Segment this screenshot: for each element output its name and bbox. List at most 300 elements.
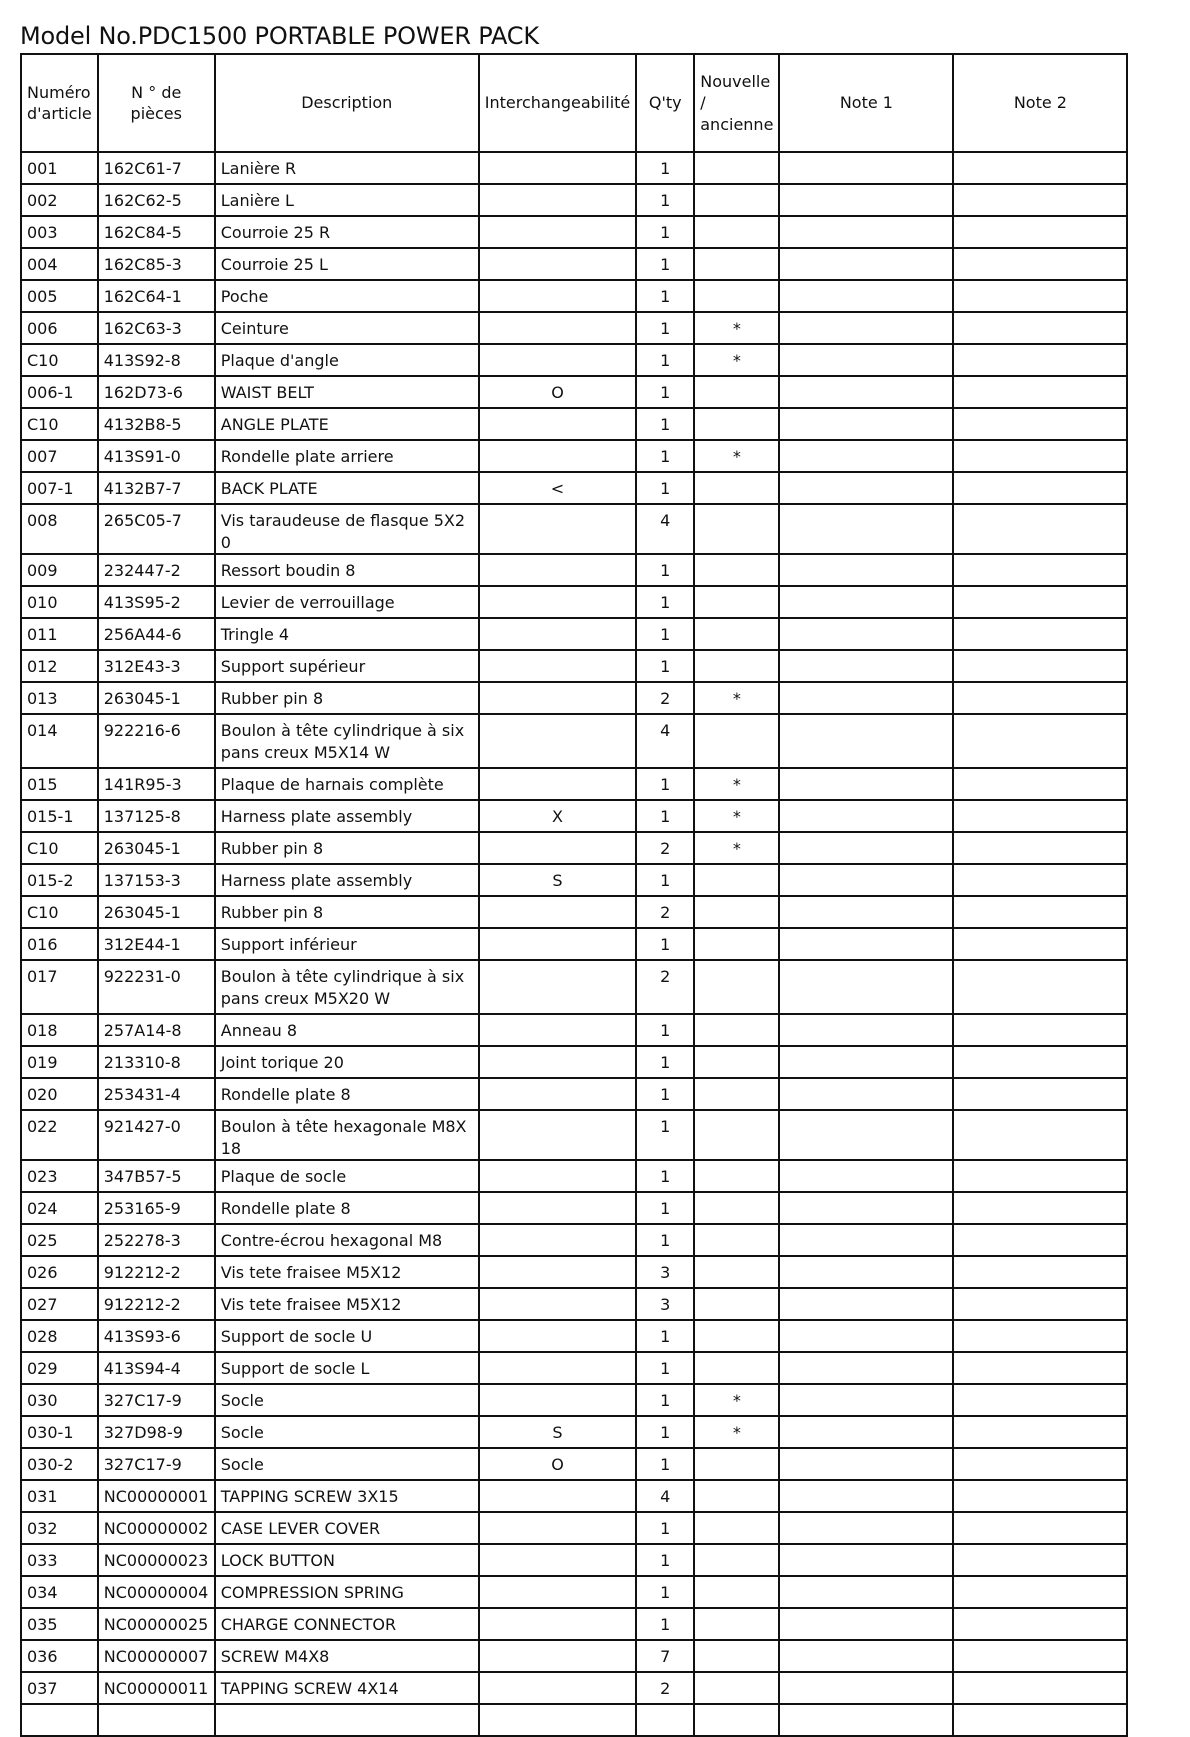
table-row (21, 216, 1127, 248)
table-row (21, 832, 1127, 864)
item-no-cell: C10 (21, 896, 98, 928)
qty-cell: 2 (636, 896, 694, 928)
description-cell: Levier de verrouillage (215, 586, 479, 618)
note-1-cell (779, 960, 953, 1014)
description-cell: Support inférieur (215, 928, 479, 960)
item-no-cell: 015 (21, 768, 98, 800)
qty-cell: 3 (636, 1256, 694, 1288)
item-no-cell: C10 (21, 344, 98, 376)
item-no-cell: 031 (21, 1480, 98, 1512)
table-row (21, 1416, 1127, 1448)
part-no-cell: 912212-2 (98, 1288, 215, 1320)
note-2-cell (953, 1224, 1127, 1256)
note-2-cell (953, 618, 1127, 650)
item-no-cell: 019 (21, 1046, 98, 1078)
interchangeability-cell (479, 896, 637, 928)
table-row (21, 280, 1127, 312)
note-2-cell (953, 344, 1127, 376)
table-row (21, 1320, 1127, 1352)
item-no-cell: 018 (21, 1014, 98, 1046)
table-row (21, 586, 1127, 618)
note-1-cell (779, 1192, 953, 1224)
item-no-cell: 006 (21, 312, 98, 344)
interchangeability-cell (479, 408, 637, 440)
new-old-cell (694, 1320, 779, 1352)
note-2-cell (953, 216, 1127, 248)
note-2-cell (953, 1046, 1127, 1078)
new-old-cell: * (694, 344, 779, 376)
table-row (21, 152, 1127, 184)
table-row (21, 1288, 1127, 1320)
note-2-cell (953, 1110, 1127, 1160)
note-1-cell (779, 1544, 953, 1576)
note-1-cell (779, 504, 953, 554)
note-2-cell (953, 714, 1127, 768)
note-1-cell (779, 408, 953, 440)
note-1-cell (779, 1352, 953, 1384)
table-header-row (21, 54, 1127, 152)
part-no-cell: 413S92-8 (98, 344, 215, 376)
note-2-cell (953, 152, 1127, 184)
qty-cell: 1 (636, 1608, 694, 1640)
qty-cell: 1 (636, 1384, 694, 1416)
page-title: Model No.PDC1500 PORTABLE POWER PACK (20, 22, 539, 50)
interchangeability-cell (479, 682, 637, 714)
table-row (21, 408, 1127, 440)
item-no-cell: 035 (21, 1608, 98, 1640)
qty-cell: 1 (636, 1192, 694, 1224)
qty-cell: 1 (636, 864, 694, 896)
item-no-cell: 002 (21, 184, 98, 216)
item-no-cell: 030-1 (21, 1416, 98, 1448)
note-2-cell (953, 1288, 1127, 1320)
part-no-cell: NC00000007 (98, 1640, 215, 1672)
description-cell: Vis taraudeuse de flasque 5X20 (215, 504, 479, 554)
new-old-cell (694, 1288, 779, 1320)
qty-cell: 2 (636, 682, 694, 714)
description-cell: Rubber pin 8 (215, 832, 479, 864)
qty-cell: 1 (636, 440, 694, 472)
table-row (21, 1078, 1127, 1110)
table-row (21, 1704, 1127, 1736)
description-cell: CHARGE CONNECTOR (215, 1608, 479, 1640)
table-row (21, 1544, 1127, 1576)
header-item-no: Numéro d'article (21, 54, 98, 152)
interchangeability-cell: S (479, 864, 637, 896)
part-no-cell: 413S93-6 (98, 1320, 215, 1352)
new-old-cell (694, 1192, 779, 1224)
new-old-cell: * (694, 440, 779, 472)
part-no-cell: 327C17-9 (98, 1384, 215, 1416)
note-1-cell (779, 714, 953, 768)
new-old-cell (694, 1544, 779, 1576)
item-no-cell: 006-1 (21, 376, 98, 408)
qty-cell: 1 (636, 928, 694, 960)
part-no-cell: 253165-9 (98, 1192, 215, 1224)
header-description: Description (215, 54, 479, 152)
part-no-cell: 137153-3 (98, 864, 215, 896)
interchangeability-cell: < (479, 472, 637, 504)
part-no-cell: NC00000001 (98, 1480, 215, 1512)
qty-cell: 1 (636, 1078, 694, 1110)
note-1-cell (779, 586, 953, 618)
new-old-cell (694, 864, 779, 896)
qty-cell: 2 (636, 960, 694, 1014)
part-no-cell: 253431-4 (98, 1078, 215, 1110)
description-cell: Plaque de socle (215, 1160, 479, 1192)
description-cell: Harness plate assembly (215, 864, 479, 896)
item-no-cell: 036 (21, 1640, 98, 1672)
interchangeability-cell: O (479, 1448, 637, 1480)
description-cell: Socle (215, 1448, 479, 1480)
table-row (21, 1160, 1127, 1192)
interchangeability-cell (479, 280, 637, 312)
note-2-cell (953, 504, 1127, 554)
new-old-cell: * (694, 832, 779, 864)
interchangeability-cell (479, 1640, 637, 1672)
description-cell: TAPPING SCREW 4X14 (215, 1672, 479, 1704)
description-cell: Courroie 25 L (215, 248, 479, 280)
new-old-cell: * (694, 1416, 779, 1448)
part-no-cell: 162C64-1 (98, 280, 215, 312)
part-no-cell: 162C63-3 (98, 312, 215, 344)
note-1-cell (779, 440, 953, 472)
header-note-2: Note 2 (953, 54, 1127, 152)
note-2-cell (953, 280, 1127, 312)
item-no-cell: 023 (21, 1160, 98, 1192)
interchangeability-cell (479, 554, 637, 586)
interchangeability-cell: S (479, 1416, 637, 1448)
qty-cell: 1 (636, 768, 694, 800)
interchangeability-cell (479, 1256, 637, 1288)
table-row (21, 1512, 1127, 1544)
note-1-cell (779, 1288, 953, 1320)
interchangeability-cell (479, 1078, 637, 1110)
new-old-cell (694, 1576, 779, 1608)
part-no-cell: 263045-1 (98, 896, 215, 928)
part-no-cell: 137125-8 (98, 800, 215, 832)
table-row (21, 682, 1127, 714)
new-old-cell (694, 1640, 779, 1672)
interchangeability-cell (479, 1192, 637, 1224)
note-1-cell (779, 864, 953, 896)
qty-cell: 7 (636, 1640, 694, 1672)
item-no-cell: C10 (21, 832, 98, 864)
description-cell: Vis tete fraisee M5X12 (215, 1256, 479, 1288)
note-1-cell (779, 216, 953, 248)
note-2-cell (953, 1014, 1127, 1046)
table-row (21, 1110, 1127, 1160)
interchangeability-cell: O (479, 376, 637, 408)
interchangeability-cell (479, 1110, 637, 1160)
item-no-cell (21, 1704, 98, 1736)
table-row (21, 1352, 1127, 1384)
part-no-cell: 921427-0 (98, 1110, 215, 1160)
note-1-cell (779, 376, 953, 408)
new-old-cell (694, 1448, 779, 1480)
new-old-cell (694, 1608, 779, 1640)
note-2-cell (953, 1320, 1127, 1352)
new-old-cell (694, 1672, 779, 1704)
note-2-cell (953, 1448, 1127, 1480)
new-old-cell (694, 1512, 779, 1544)
interchangeability-cell (479, 504, 637, 554)
qty-cell: 1 (636, 248, 694, 280)
description-cell: Support de socle L (215, 1352, 479, 1384)
note-2-cell (953, 248, 1127, 280)
new-old-cell: * (694, 682, 779, 714)
interchangeability-cell (479, 1224, 637, 1256)
note-2-cell (953, 408, 1127, 440)
part-no-cell: NC00000002 (98, 1512, 215, 1544)
new-old-cell (694, 504, 779, 554)
qty-cell: 3 (636, 1288, 694, 1320)
qty-cell: 1 (636, 1320, 694, 1352)
note-1-cell (779, 1110, 953, 1160)
new-old-cell: * (694, 312, 779, 344)
qty-cell: 1 (636, 1110, 694, 1160)
interchangeability-cell (479, 344, 637, 376)
interchangeability-cell (479, 248, 637, 280)
qty-cell: 1 (636, 1416, 694, 1448)
note-1-cell (779, 800, 953, 832)
item-no-cell: 022 (21, 1110, 98, 1160)
description-cell: Boulon à tête hexagonale M8X18 (215, 1110, 479, 1160)
table-row (21, 554, 1127, 586)
description-cell: Support de socle U (215, 1320, 479, 1352)
description-cell: Plaque d'angle (215, 344, 479, 376)
note-1-cell (779, 1320, 953, 1352)
new-old-cell (694, 280, 779, 312)
description-cell: Vis tete fraisee M5X12 (215, 1288, 479, 1320)
parts-table (20, 53, 1128, 1737)
table-row (21, 1384, 1127, 1416)
qty-cell: 2 (636, 832, 694, 864)
part-no-cell: 912212-2 (98, 1256, 215, 1288)
qty-cell: 1 (636, 312, 694, 344)
item-no-cell: 009 (21, 554, 98, 586)
part-no-cell: 162C85-3 (98, 248, 215, 280)
item-no-cell: 008 (21, 504, 98, 554)
interchangeability-cell (479, 832, 637, 864)
interchangeability-cell (479, 1320, 637, 1352)
interchangeability-cell (479, 1046, 637, 1078)
new-old-cell (694, 554, 779, 586)
part-no-cell: 252278-3 (98, 1224, 215, 1256)
note-2-cell (953, 896, 1127, 928)
note-1-cell (779, 1672, 953, 1704)
item-no-cell: 017 (21, 960, 98, 1014)
qty-cell (636, 1704, 694, 1736)
note-1-cell (779, 682, 953, 714)
note-2-cell (953, 1640, 1127, 1672)
note-2-cell (953, 1192, 1127, 1224)
description-cell: Contre-écrou hexagonal M8 (215, 1224, 479, 1256)
interchangeability-cell (479, 1672, 637, 1704)
new-old-cell (694, 1078, 779, 1110)
item-no-cell: 020 (21, 1078, 98, 1110)
table-row (21, 618, 1127, 650)
qty-cell: 1 (636, 344, 694, 376)
new-old-cell: * (694, 1384, 779, 1416)
description-cell: Anneau 8 (215, 1014, 479, 1046)
note-2-cell (953, 682, 1127, 714)
note-2-cell (953, 1544, 1127, 1576)
table-row (21, 864, 1127, 896)
new-old-cell (694, 472, 779, 504)
note-1-cell (779, 184, 953, 216)
qty-cell: 1 (636, 280, 694, 312)
part-no-cell: 213310-8 (98, 1046, 215, 1078)
part-no-cell: 312E44-1 (98, 928, 215, 960)
new-old-cell (694, 1110, 779, 1160)
interchangeability-cell (479, 1576, 637, 1608)
note-1-cell (779, 896, 953, 928)
note-1-cell (779, 1704, 953, 1736)
interchangeability-cell (479, 1544, 637, 1576)
interchangeability-cell (479, 960, 637, 1014)
item-no-cell: 024 (21, 1192, 98, 1224)
description-cell: Ressort boudin 8 (215, 554, 479, 586)
item-no-cell: 030-2 (21, 1448, 98, 1480)
part-no-cell: 413S91-0 (98, 440, 215, 472)
item-no-cell: 015-2 (21, 864, 98, 896)
note-1-cell (779, 650, 953, 682)
table-row (21, 896, 1127, 928)
part-no-cell (98, 1704, 215, 1736)
note-2-cell (953, 1416, 1127, 1448)
table-row (21, 1046, 1127, 1078)
note-2-cell (953, 1352, 1127, 1384)
description-cell: Poche (215, 280, 479, 312)
qty-cell: 1 (636, 1014, 694, 1046)
item-no-cell: 007-1 (21, 472, 98, 504)
note-1-cell (779, 928, 953, 960)
new-old-cell (694, 152, 779, 184)
description-cell: ANGLE PLATE (215, 408, 479, 440)
item-no-cell: 001 (21, 152, 98, 184)
part-no-cell: 162C84-5 (98, 216, 215, 248)
table-row (21, 472, 1127, 504)
table-row (21, 960, 1127, 1014)
part-no-cell: 4132B7-7 (98, 472, 215, 504)
note-1-cell (779, 248, 953, 280)
part-no-cell: 162C61-7 (98, 152, 215, 184)
table-row (21, 1224, 1127, 1256)
part-no-cell: 327D98-9 (98, 1416, 215, 1448)
table-row (21, 1576, 1127, 1608)
note-1-cell (779, 554, 953, 586)
qty-cell: 4 (636, 1480, 694, 1512)
table-row (21, 1192, 1127, 1224)
item-no-cell: 011 (21, 618, 98, 650)
part-no-cell: NC00000011 (98, 1672, 215, 1704)
part-no-cell: NC00000023 (98, 1544, 215, 1576)
note-1-cell (779, 1014, 953, 1046)
part-no-cell: 263045-1 (98, 682, 215, 714)
note-1-cell (779, 312, 953, 344)
interchangeability-cell (479, 1480, 637, 1512)
note-2-cell (953, 650, 1127, 682)
interchangeability-cell (479, 650, 637, 682)
qty-cell: 1 (636, 650, 694, 682)
table-row (21, 1672, 1127, 1704)
item-no-cell: 027 (21, 1288, 98, 1320)
new-old-cell (694, 896, 779, 928)
table-row (21, 312, 1127, 344)
item-no-cell: 010 (21, 586, 98, 618)
item-no-cell: 014 (21, 714, 98, 768)
item-no-cell: 016 (21, 928, 98, 960)
header-part-no: N ° de pièces (98, 54, 215, 152)
part-no-cell: 232447-2 (98, 554, 215, 586)
part-no-cell: 413S94-4 (98, 1352, 215, 1384)
interchangeability-cell: X (479, 800, 637, 832)
qty-cell: 1 (636, 1224, 694, 1256)
note-2-cell (953, 1078, 1127, 1110)
note-1-cell (779, 1512, 953, 1544)
note-2-cell (953, 1576, 1127, 1608)
item-no-cell: C10 (21, 408, 98, 440)
item-no-cell: 025 (21, 1224, 98, 1256)
part-no-cell: 347B57-5 (98, 1160, 215, 1192)
note-2-cell (953, 1480, 1127, 1512)
parts-table-body (21, 152, 1127, 1736)
description-cell: Plaque de harnais complète (215, 768, 479, 800)
new-old-cell (694, 184, 779, 216)
qty-cell: 4 (636, 504, 694, 554)
header-interchangeability: Interchangeabilité (479, 54, 637, 152)
part-no-cell: 265C05-7 (98, 504, 215, 554)
qty-cell: 1 (636, 1544, 694, 1576)
new-old-cell (694, 1014, 779, 1046)
new-old-cell (694, 248, 779, 280)
item-no-cell: 032 (21, 1512, 98, 1544)
qty-cell: 1 (636, 184, 694, 216)
note-2-cell (953, 928, 1127, 960)
description-cell: WAIST BELT (215, 376, 479, 408)
note-2-cell (953, 1608, 1127, 1640)
description-cell (215, 1704, 479, 1736)
note-2-cell (953, 472, 1127, 504)
description-cell: BACK PLATE (215, 472, 479, 504)
description-cell: Courroie 25 R (215, 216, 479, 248)
note-1-cell (779, 152, 953, 184)
new-old-cell (694, 1480, 779, 1512)
note-2-cell (953, 1384, 1127, 1416)
header-qty: Q'ty (636, 54, 694, 152)
note-1-cell (779, 618, 953, 650)
interchangeability-cell (479, 216, 637, 248)
new-old-cell (694, 1046, 779, 1078)
new-old-cell (694, 1704, 779, 1736)
item-no-cell: 026 (21, 1256, 98, 1288)
interchangeability-cell (479, 1384, 637, 1416)
description-cell: Rondelle plate arriere (215, 440, 479, 472)
interchangeability-cell (479, 928, 637, 960)
table-row (21, 1448, 1127, 1480)
interchangeability-cell (479, 714, 637, 768)
qty-cell: 1 (636, 1046, 694, 1078)
qty-cell: 4 (636, 714, 694, 768)
note-2-cell (953, 586, 1127, 618)
part-no-cell: 256A44-6 (98, 618, 215, 650)
qty-cell: 1 (636, 152, 694, 184)
item-no-cell: 033 (21, 1544, 98, 1576)
qty-cell: 1 (636, 618, 694, 650)
note-2-cell (953, 864, 1127, 896)
note-2-cell (953, 312, 1127, 344)
